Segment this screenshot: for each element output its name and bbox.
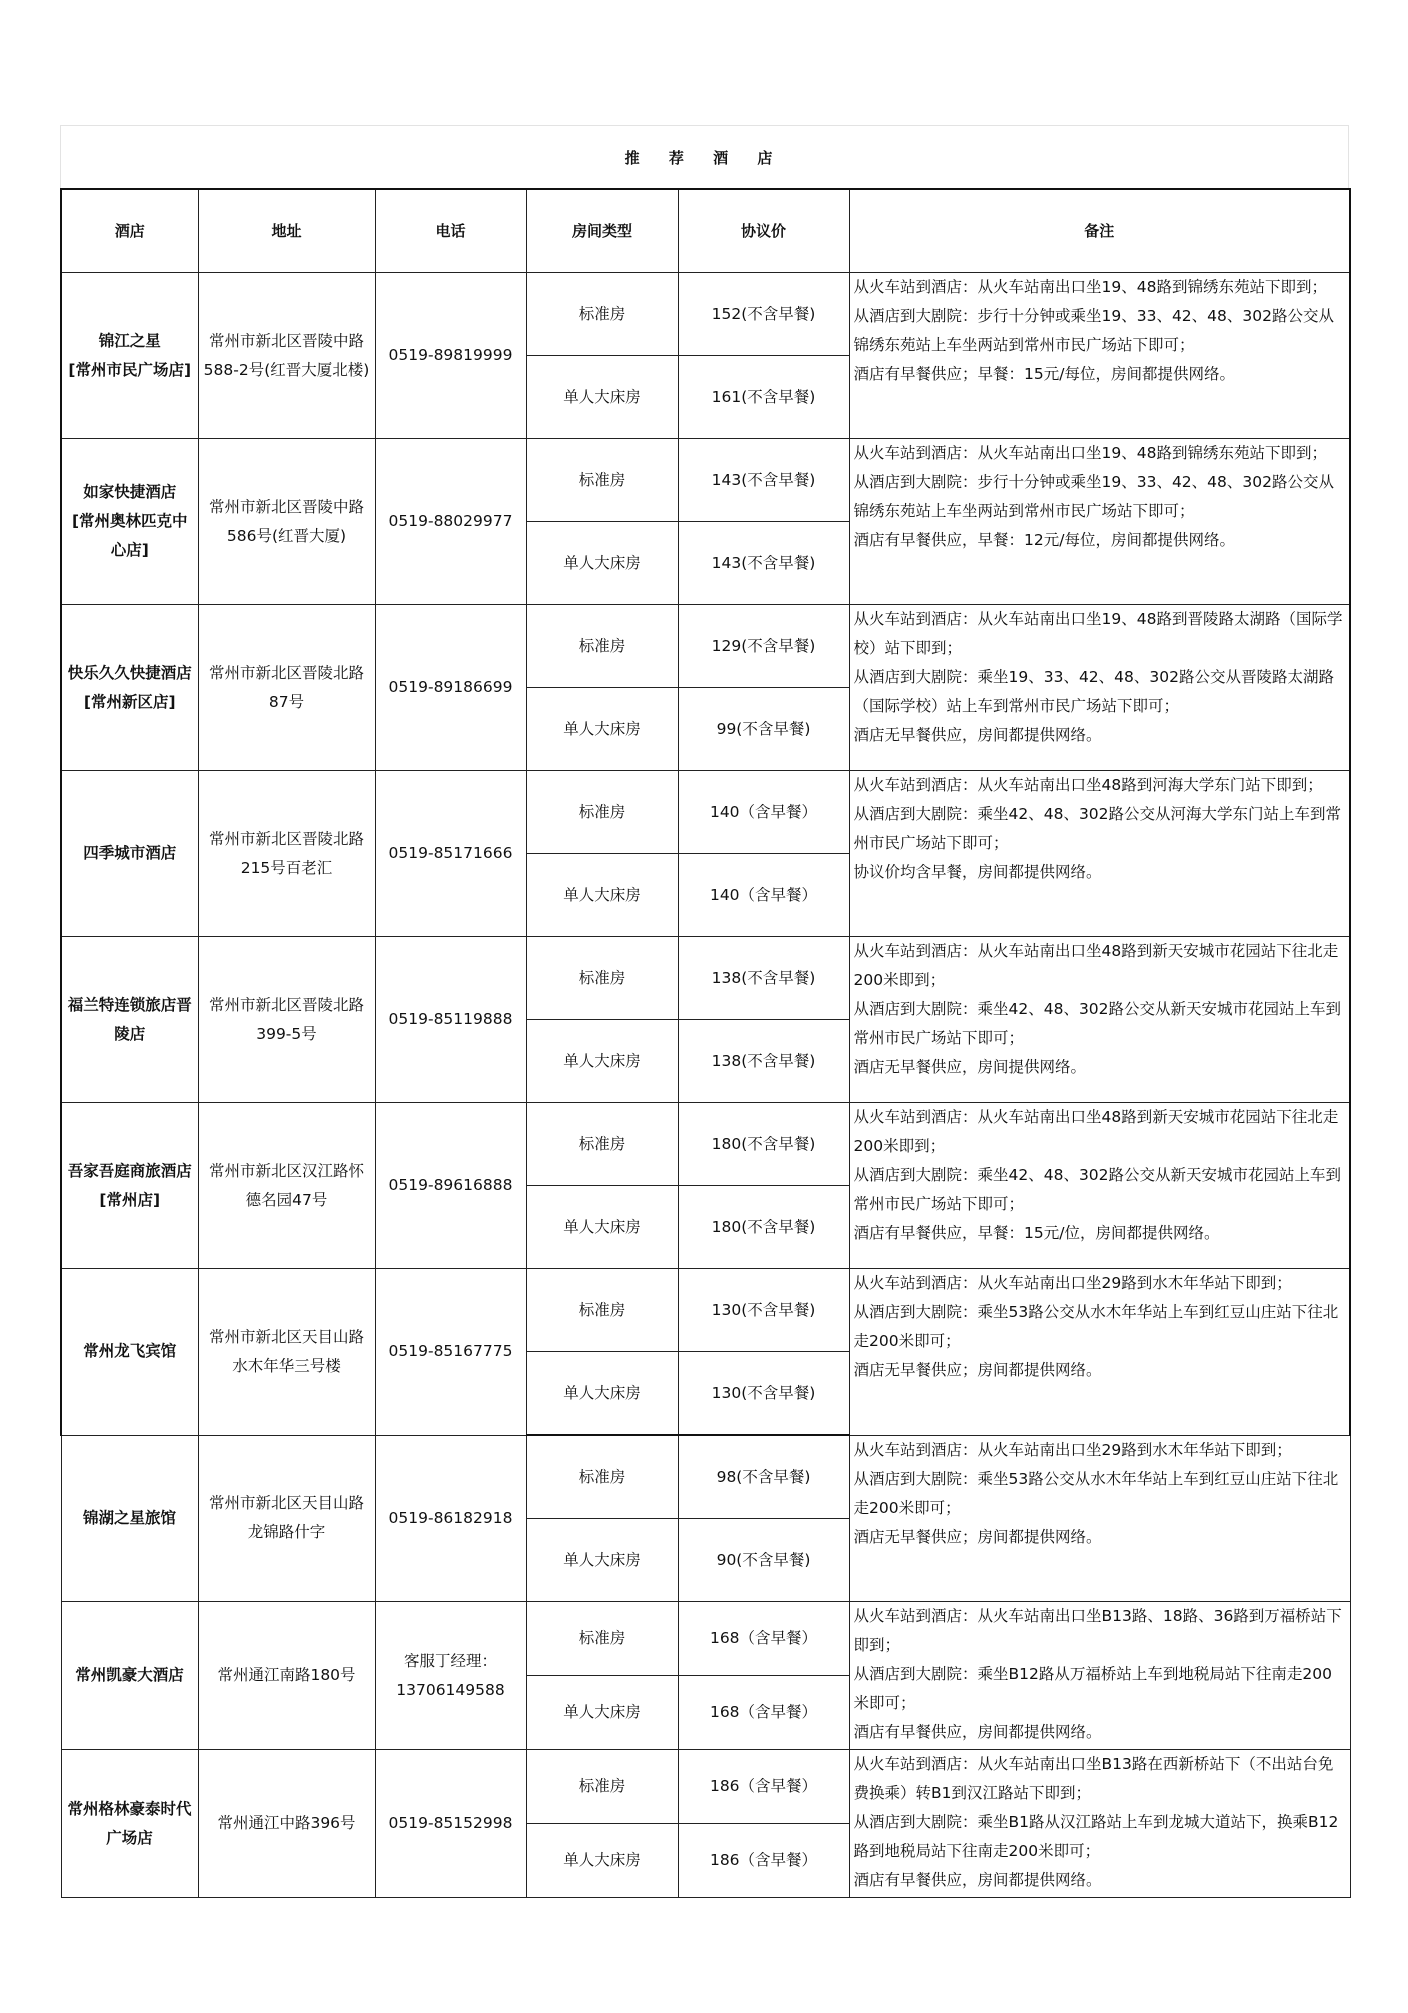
room-type: 单人大床房 [526,1519,678,1602]
note-line: 酒店无早餐供应；房间都提供网络。 [853,1527,1102,1546]
table-row [61,273,1350,356]
table-row [61,771,1350,854]
header-phone: 电话 [375,189,526,273]
room-type: 标准房 [526,771,678,854]
hotel-address: 常州市新北区天目山路龙锦路什字 [198,1435,375,1602]
room-price: 180(不含早餐) [678,1186,849,1269]
room-price: 130(不含早餐) [678,1352,849,1436]
room-type: 单人大床房 [526,522,678,605]
note-line: 从酒店到大剧院：步行十分钟或乘坐19、33、42、48、302路公交从锦绣东苑站上车坐两站到常州市民广场站下即可； [853,307,1334,354]
room-type: 标准房 [526,1103,678,1186]
room-type: 单人大床房 [526,1020,678,1103]
room-price: 186（含早餐） [678,1750,849,1824]
hotel-notes [849,439,1350,605]
hotel-notes [849,937,1350,1103]
note-line: 从酒店到大剧院：乘坐53路公交从水木年华站上车到红豆山庄站下往北走200米即可； [853,1303,1339,1350]
hotel-name: 常州格林豪泰时代广场店 [61,1750,198,1898]
table-row [61,1103,1350,1186]
room-type: 标准房 [526,1602,678,1676]
hotel-address: 常州市新北区晋陵北路215号百老汇 [198,771,375,937]
room-price: 180(不含早餐) [678,1103,849,1186]
hotel-address: 常州市新北区晋陵中路588-2号(红晋大厦北楼) [198,273,375,439]
room-price: 186（含早餐） [678,1824,849,1898]
note-line: 从火车站到酒店：从火车站南出口坐48路到河海大学东门站下即到； [853,776,1323,794]
hotel-phone: 0519-86182918 [375,1435,526,1602]
hotel-notes [849,273,1350,439]
hotel-phone: 0519-89616888 [375,1103,526,1269]
hotel-notes [849,605,1350,771]
page-title: 推 荐 酒 店 [624,148,785,167]
room-price: 99(不含早餐) [678,688,849,771]
room-price: 138(不含早餐) [678,937,849,1020]
table-row [61,1750,1350,1824]
note-line: 从火车站到酒店：从火车站南出口坐48路到新天安城市花园站下往北走200米即到； [853,1108,1339,1155]
room-price: 152(不含早餐) [678,273,849,356]
note-line: 从火车站到酒店：从火车站南出口坐19、48路到锦绣东苑站下即到； [853,278,1327,296]
hotel-phone: 0519-85171666 [375,771,526,937]
room-type: 单人大床房 [526,1676,678,1750]
note-line: 从火车站到酒店：从火车站南出口坐29路到水木年华站下即到； [853,1274,1292,1292]
title-bar [60,125,1349,188]
room-type: 单人大床房 [526,688,678,771]
room-type: 标准房 [526,937,678,1020]
room-type: 标准房 [526,1269,678,1352]
hotel-notes [849,771,1350,937]
note-line: 从酒店到大剧院：乘坐42、48、302路公交从新天安城市花园站上车到常州市民广场站下即可； [853,1166,1342,1213]
note-line: 酒店有早餐供应，早餐：12元/每位，房间都提供网络。 [853,531,1235,549]
room-price: 130(不含早餐) [678,1269,849,1352]
note-line: 从酒店到大剧院：乘坐B12路从万福桥站上车到地税局站下往南走200米即可； [853,1665,1332,1712]
hotel-phone: 0519-89186699 [375,605,526,771]
room-type: 单人大床房 [526,1824,678,1898]
hotel-name: 常州凯豪大酒店 [61,1602,198,1750]
header-price: 协议价 [678,189,849,273]
room-type: 标准房 [526,1435,678,1519]
room-price: 138(不含早餐) [678,1020,849,1103]
hotel-phone: 0519-85152998 [375,1750,526,1898]
note-line: 从火车站到酒店：从火车站南出口坐B13路、18路、36路到万福桥站下即到； [853,1607,1342,1654]
room-type: 单人大床房 [526,1186,678,1269]
note-line: 酒店有早餐供应；早餐：15元/每位，房间都提供网络。 [853,365,1235,383]
note-line: 酒店有早餐供应，早餐：15元/位，房间都提供网络。 [853,1224,1220,1242]
note-line: 从火车站到酒店：从火车站南出口坐48路到新天安城市花园站下往北走200米即到； [853,942,1339,989]
note-line: 酒店无早餐供应，房间都提供网络。 [853,726,1102,744]
hotel-phone: 0519-88029977 [375,439,526,605]
room-price: 90(不含早餐) [678,1519,849,1602]
hotel-name: 吾家吾庭商旅酒店 [常州店] [61,1103,198,1269]
hotel-phone: 0519-85167775 [375,1269,526,1436]
note-line: 从酒店到大剧院：乘坐19、33、42、48、302路公交从晋陵路太湖路（国际学校）站上车到常州市民广场站下即可； [853,668,1334,715]
note-line: 从火车站到酒店：从火车站南出口坐29路到水木年华站下即到； [853,1440,1292,1459]
table-row [61,1435,1350,1519]
header-room-type: 房间类型 [526,189,678,273]
hotel-address: 常州市新北区晋陵北路399-5号 [198,937,375,1103]
table-row [61,1602,1350,1676]
room-price: 143(不含早餐) [678,522,849,605]
hotel-name: 福兰特连锁旅店晋陵店 [61,937,198,1103]
hotel-name: 常州龙飞宾馆 [61,1269,198,1436]
room-price: 140（含早餐） [678,854,849,937]
room-price: 168（含早餐） [678,1602,849,1676]
note-line: 酒店无早餐供应，房间提供网络。 [853,1058,1087,1076]
room-price: 161(不含早餐) [678,356,849,439]
hotel-sheet [60,125,1349,1898]
table-row [61,605,1350,688]
room-price: 143(不含早餐) [678,439,849,522]
room-type: 标准房 [526,273,678,356]
note-line: 从火车站到酒店：从火车站南出口坐19、48路到晋陵路太湖路（国际学校）站下即到； [853,610,1343,657]
room-type: 标准房 [526,439,678,522]
room-price: 168（含早餐） [678,1676,849,1750]
room-type: 单人大床房 [526,854,678,937]
room-type: 单人大床房 [526,1352,678,1436]
hotel-name: 如家快捷酒店 [常州奥林匹克中心店] [61,439,198,605]
hotel-address: 常州通江南路180号 [198,1602,375,1750]
note-line: 从酒店到大剧院：乘坐B1路从汉江路站上车到龙城大道站下，换乘B12路到地税局站下往南走200米即可； [853,1813,1339,1860]
hotel-notes [849,1750,1350,1898]
hotel-table [60,188,1351,1898]
table-row [61,439,1350,522]
hotel-address: 常州市新北区晋陵中路586号(红晋大厦) [198,439,375,605]
hotel-address: 常州通江中路396号 [198,1750,375,1898]
note-line: 酒店有早餐供应，房间都提供网络。 [853,1871,1102,1889]
hotel-notes [849,1435,1350,1602]
room-type: 标准房 [526,605,678,688]
hotel-name: 锦湖之星旅馆 [61,1435,198,1602]
hotel-notes [849,1103,1350,1269]
header-row [61,189,1350,273]
note-line: 酒店无早餐供应；房间都提供网络。 [853,1361,1102,1379]
table-row [61,937,1350,1020]
hotel-phone: 0519-85119888 [375,937,526,1103]
hotel-address: 常州市新北区汉江路怀德名园47号 [198,1103,375,1269]
hotel-notes [849,1269,1350,1436]
room-type: 单人大床房 [526,356,678,439]
header-address: 地址 [198,189,375,273]
note-line: 协议价均含早餐，房间都提供网络。 [853,863,1102,881]
note-line: 酒店有早餐供应，房间都提供网络。 [853,1723,1102,1741]
note-line: 从火车站到酒店：从火车站南出口坐19、48路到锦绣东苑站下即到； [853,444,1327,462]
hotel-name: 锦江之星 [常州市民广场店] [61,273,198,439]
hotel-name: 快乐久久快捷酒店 [常州新区店] [61,605,198,771]
note-line: 从酒店到大剧院：乘坐42、48、302路公交从河海大学东门站上车到常州市民广场站下即可； [853,805,1342,852]
hotel-name: 四季城市酒店 [61,771,198,937]
hotel-notes [849,1602,1350,1750]
room-price: 140（含早餐） [678,771,849,854]
note-line: 从酒店到大剧院：步行十分钟或乘坐19、33、42、48、302路公交从锦绣东苑站上车坐两站到常州市民广场站下即可； [853,473,1334,520]
hotel-address: 常州市新北区晋陵北路87号 [198,605,375,771]
note-line: 从酒店到大剧院：乘坐42、48、302路公交从新天安城市花园站上车到常州市民广场站下即可； [853,1000,1342,1047]
hotel-phone: 客服丁经理： 13706149588 [375,1602,526,1750]
table-row [61,1269,1350,1352]
header-notes: 备注 [849,189,1350,273]
room-type: 标准房 [526,1750,678,1824]
hotel-address: 常州市新北区天目山路水木年华三号楼 [198,1269,375,1436]
note-line: 从火车站到酒店：从火车站南出口坐B13路在西新桥站下（不出站台免费换乘）转B1到汉江路站下即到； [853,1755,1334,1802]
header-hotel: 酒店 [61,189,198,273]
room-price: 98(不含早餐) [678,1435,849,1519]
note-line: 从酒店到大剧院：乘坐53路公交从水木年华站上车到红豆山庄站下往北走200米即可； [853,1469,1339,1517]
hotel-phone: 0519-89819999 [375,273,526,439]
room-price: 129(不含早餐) [678,605,849,688]
